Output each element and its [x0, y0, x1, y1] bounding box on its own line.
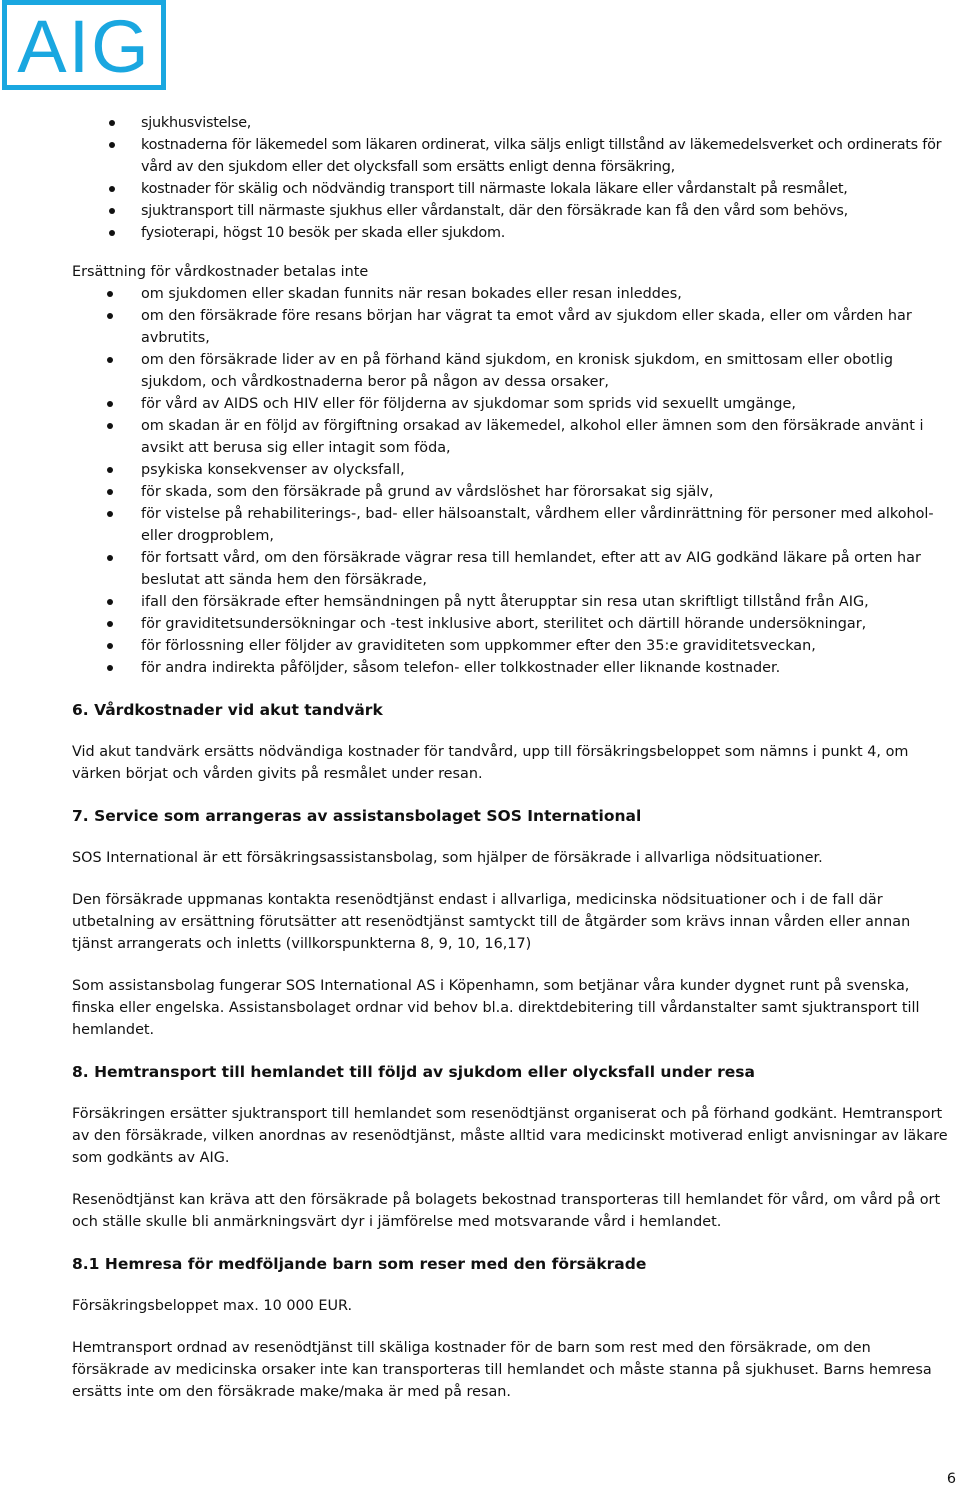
list-item: för graviditetsundersökningar och -test inklusive abort, sterilitet och därtill hörande undersökningar,: [72, 613, 952, 635]
page-number: 6: [946, 1471, 956, 1487]
aig-logo-text: AIG: [17, 5, 151, 85]
section-7-paragraph-2: Den försäkrade uppmanas kontakta resenödtjänst endast i allvarliga, medicinska nödsituationer och i de fall där utbetalning av ersättning förutsätter att resenödtjänst samtyckt till de åtgärder som krävs innan vården eller annan tjänst arrangerats och inletts (villkorspunkterna 8, 9, 10, 16,17): [72, 892, 911, 952]
section-6-heading: 6. Vårdkostnader vid akut tandvärk: [72, 701, 383, 719]
list-item: ifall den försäkrade efter hemsändningen på nytt återupptar sin resa utan skriftligt tillstånd från AIG,: [72, 591, 952, 613]
list-item: fysioterapi, högst 10 besök per skada eller sjukdom.: [72, 222, 952, 244]
section-7-paragraph-3: Som assistansbolag fungerar SOS International AS i Köpenhamn, som betjänar våra kunder dygnet runt på svenska, finska eller engelska. Assistansbolaget ordnar vid behov bl.a. direktdebitering till vårdanstalter samt sjuktransport till hemlandet.: [72, 978, 920, 1038]
section-8-1-paragraph-2: Hemtransport ordnad av resenödtjänst till skäliga kostnader för de barn som rest med den försäkrade, om den försäkrade av medicinska orsaker inte kan transporteras till hemlandet och måste stanna på sjukhuset. Barns hemresa ersätts inte om den försäkrade make/maka är med på resan.: [72, 1340, 932, 1400]
section-8-paragraph-2: Resenödtjänst kan kräva att den försäkrade på bolagets bekostnad transporteras till hemlandet för vård, om vård på ort och ställe skulle bli anmärkningsvärt dyr i jämförelse med motsvarande vård i hemlandet.: [72, 1192, 941, 1230]
section-8-paragraph-1: Försäkringen ersätter sjuktransport till hemlandet som resenödtjänst organiserat och på förhand godkänt. Hemtransport av den försäkrade, vilken anordnas av resenödtjänst, måste alltid vara medicinskt motiverad enligt anvisningar av läkare som godkänts av AIG.: [72, 1106, 948, 1166]
list-item: om skadan är en följd av förgiftning orsakad av läkemedel, alkohol eller ämnen som den försäkrade använt i avsikt att berusa sig eller intagit som föda,: [72, 415, 952, 459]
list-item: för vistelse på rehabiliterings-, bad- eller hälsoanstalt, vårdhem eller vårdinrättning för personer med alkohol- eller drogproblem,: [72, 503, 952, 547]
exclusions-list: [72, 283, 952, 679]
list-item: för fortsatt vård, om den försäkrade vägrar resa till hemlandet, efter att av AIG godkänd läkare på orten har beslutat att sända hem den försäkrade,: [72, 547, 952, 591]
covered-costs-list: [72, 112, 952, 244]
section-6-paragraph: Vid akut tandvärk ersätts nödvändiga kostnader för tandvård, upp till försäkringsbeloppet som nämns i punkt 4, om värken börjat och vården givits på resmålet under resan.: [72, 744, 909, 782]
section-8-1-heading: 8.1 Hemresa för medföljande barn som reser med den försäkrade: [72, 1255, 647, 1273]
list-item: kostnader för skälig och nödvändig transport till närmaste lokala läkare eller vårdanstalt på resmålet,: [72, 178, 952, 200]
aig-logo-mark: [7, 5, 161, 85]
list-item: för förlossning eller följder av graviditeten som uppkommer efter den 35:e graviditetsveckan,: [72, 635, 952, 657]
list-item: psykiska konsekvenser av olycksfall,: [72, 459, 952, 481]
aig-logo: [2, 0, 166, 90]
document-body: [72, 112, 952, 1403]
list-item: om den försäkrade före resans början har vägrat ta emot vård av sjukdom eller skada, eller om vården har avbrutits,: [72, 305, 952, 349]
list-item: sjuktransport till närmaste sjukhus eller vårdanstalt, där den försäkrade kan få den vård som behövs,: [72, 200, 952, 222]
list-item: sjukhusvistelse,: [72, 112, 952, 134]
section-7-paragraph-1: SOS International är ett försäkringsassistansbolag, som hjälper de försäkrade i allvarliga nödsituationer.: [72, 850, 823, 866]
section-8-1-paragraph-1: Försäkringsbeloppet max. 10 000 EUR.: [72, 1298, 353, 1314]
exclusions-intro: Ersättning för vårdkostnader betalas inte: [72, 264, 369, 280]
section-7-heading: 7. Service som arrangeras av assistansbolaget SOS International: [72, 807, 642, 825]
list-item: för andra indirekta påföljder, såsom telefon- eller tolkkostnader eller liknande kostnader.: [72, 657, 952, 679]
section-8-heading: 8. Hemtransport till hemlandet till följd av sjukdom eller olycksfall under resa: [72, 1063, 755, 1081]
list-item: för skada, som den försäkrade på grund av vårdslöshet har förorsakat sig själv,: [72, 481, 952, 503]
list-item: kostnaderna för läkemedel som läkaren ordinerat, vilka säljs enligt tillstånd av läkemedelsverket och ordinerats för vård av den sjukdom eller det olycksfall som ersätts enligt denna försäkring,: [72, 134, 952, 178]
list-item: om den försäkrade lider av en på förhand känd sjukdom, en kronisk sjukdom, en smittosam eller obotlig sjukdom, och vårdkostnaderna beror på någon av dessa orsaker,: [72, 349, 952, 393]
list-item: om sjukdomen eller skadan funnits när resan bokades eller resan inleddes,: [72, 283, 952, 305]
list-item: för vård av AIDS och HIV eller för följderna av sjukdomar som sprids vid sexuellt umgänge,: [72, 393, 952, 415]
